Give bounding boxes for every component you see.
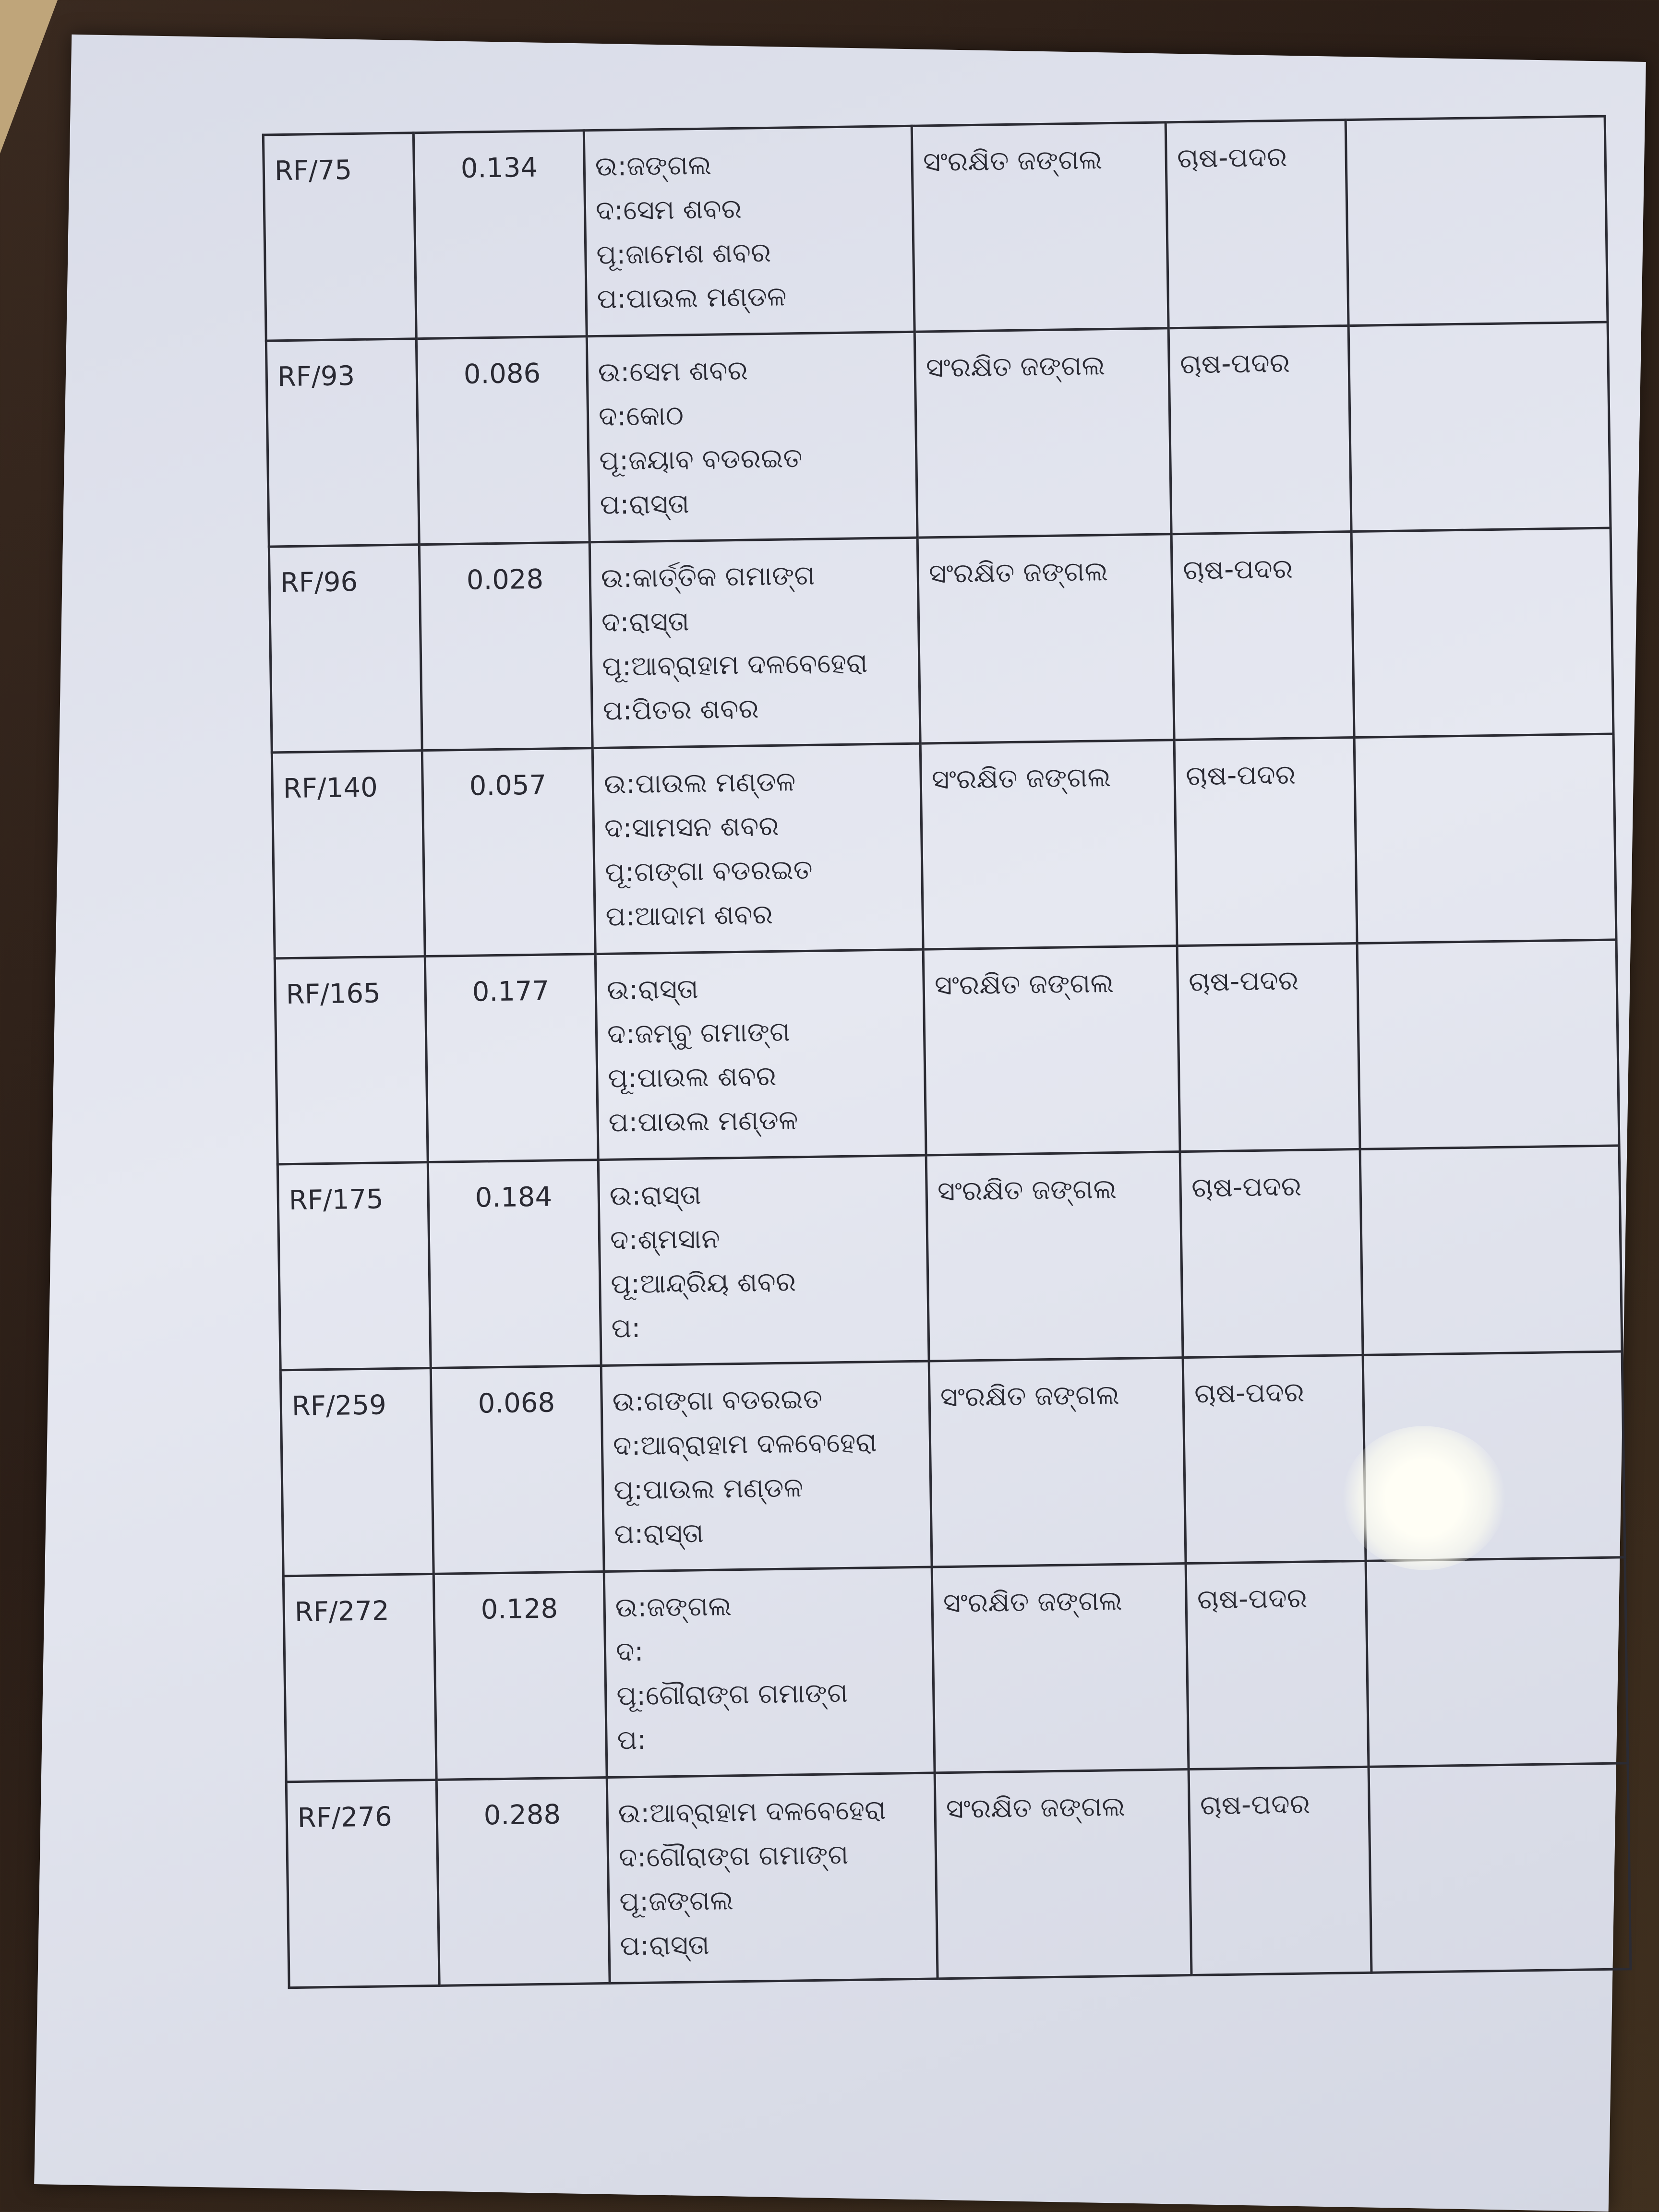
land-classification: ସଂରକ୍ଷିତ ଜଙ୍ଗଲ [940,1379,1120,1413]
plot-area: 0.086 [463,358,541,390]
area-cell [414,131,587,339]
boundary-north: ଉ:ରାସ୍ତା [609,1179,702,1212]
area-cell [420,542,592,751]
area-cell [437,1777,610,1985]
plot-id: RF/93 [277,360,355,393]
boundary-west: ପ: [611,1312,641,1344]
classification-cell [917,534,1174,743]
land-use: ଚାଷ-ପଦର [1179,347,1290,381]
classification-cell [926,1152,1183,1361]
land-use: ଚାଷ-ପଦର [1182,553,1293,586]
plot-id: RF/259 [291,1389,387,1423]
table-row [272,734,1616,958]
land-use: ଚାଷ-ପଦର [1191,1171,1302,1204]
plot-id-cell [286,1780,439,1987]
boundaries-cell [598,1155,929,1365]
plot-id-cell [272,751,425,958]
use-cell [1175,738,1358,946]
land-classification: ସଂରକ୍ଷିତ ଜଙ୍ଗଲ [943,1585,1123,1619]
land-classification: ସଂରକ୍ଷିତ ଜଙ୍ଗଲ [934,968,1114,1002]
use-cell [1189,1767,1371,1975]
table-row [275,940,1619,1164]
plot-id-cell [275,957,428,1164]
paper-sheet [34,35,1646,2212]
table-row [286,1763,1631,1988]
boundary-east: ପୂ:ଜାମେଶ ଶବର [596,237,771,271]
use-cell [1172,532,1355,740]
land-use: ଚାଷ-ପଦର [1177,141,1287,175]
boundary-south: ଦ:ସେମ ଶବର [595,193,742,227]
use-cell [1169,326,1352,534]
boundary-east: ପୂ:ଜଙ୍ଗଲ [619,1885,734,1918]
boundary-north: ଉ:ରାସ୍ତା [606,973,699,1006]
classification-cell [923,946,1180,1155]
use-cell [1183,1355,1366,1563]
plot-area: 0.028 [466,563,544,596]
boundary-north: ଉ:ଆବ୍ରାହାମ ଦଳବେହେରା [618,1794,887,1829]
boundary-west: ପ:ପାଉଲ ମଣ୍ଡଳ [597,281,787,315]
boundary-south: ଦ:ଆବ୍ରାହାମ ଦଳବେହେରା [613,1427,878,1462]
land-classification: ସଂରକ୍ଷିତ ଜଙ୍ଗଲ [937,1173,1117,1208]
remarks-cell [1346,116,1608,325]
plot-id: RF/272 [294,1595,390,1628]
remarks-cell [1366,1557,1628,1767]
land-classification: ସଂରକ୍ଷିତ ଜଙ୍ଗଲ [946,1791,1126,1825]
area-cell [434,1572,607,1780]
land-classification: ସଂରକ୍ଷିତ ଜଙ୍ଗଲ [926,350,1106,384]
land-use: ଚାଷ-ପଦର [1197,1582,1308,1615]
plot-id: RF/75 [274,155,352,187]
use-cell [1178,943,1360,1151]
boundary-south: ଦ:ଶ୍ମସାନ [610,1223,721,1256]
boundary-east: ପୂ:ଜୟାବ ବଡରଇତ [599,442,803,477]
classification-cell [929,1358,1186,1567]
boundary-north: ଉ:ଜଙ୍ଗଲ [615,1590,732,1624]
remarks-cell [1369,1763,1631,1973]
boundary-east: ପୂ:ଗୌରାଙ୍ଗ ଗମାଙ୍ଗ [616,1677,848,1712]
plot-id-cell [269,545,422,753]
plot-id-cell [283,1574,436,1782]
area-cell [422,748,595,957]
remarks-cell [1360,1146,1622,1355]
plot-area: 0.288 [483,1799,561,1831]
boundary-north: ଉ:ଜଙ୍ଗଲ [595,149,712,182]
land-use: ଚାଷ-ପଦର [1194,1376,1305,1410]
boundary-north: ଉ:କାର୍ତ୍ତିକ ଗମାଙ୍ଗ [601,560,815,594]
boundaries-cell [595,949,926,1160]
plot-id: RF/276 [297,1801,393,1834]
table-row [263,116,1608,341]
boundary-south: ଦ:ଗୌରାଙ୍ଗ ଗମାଙ୍ଗ [618,1839,849,1874]
plot-id: RF/140 [283,772,378,805]
plot-area: 0.134 [460,152,538,184]
land-classification: ସଂରକ୍ଷିତ ଜଙ୍ଗଲ [928,556,1108,590]
land-use: ଚାଷ-ପଦର [1200,1788,1310,1821]
classification-cell [912,122,1168,332]
boundaries-cell [589,538,920,748]
boundary-south: ଦ:କୋଠ [598,400,684,432]
use-cell [1180,1149,1363,1357]
boundaries-cell [607,1773,938,1983]
classification-cell [920,740,1177,949]
classification-cell [932,1564,1189,1773]
boundary-east: ପୂ:ପାଉଲ ମଣ୍ଡଳ [613,1472,804,1506]
plot-id-cell [266,339,419,547]
area-cell [428,1160,601,1368]
plot-area: 0.057 [469,769,547,802]
boundary-west: ପ:ପାଉଲ ମଣ୍ଡଳ [608,1104,798,1138]
boundaries-cell [601,1361,932,1571]
area-cell [417,336,589,545]
use-cell [1166,120,1349,328]
plot-id: RF/96 [280,566,358,599]
boundary-west: ପ:ପିତର ଶବର [602,693,759,727]
land-use: ଚାଷ-ପଦର [1188,965,1299,998]
boundaries-cell [587,332,917,542]
boundary-north: ଉ:ପାଉଲ ମଣ୍ଡଳ [603,766,796,800]
remarks-cell [1349,322,1611,531]
land-use: ଚାଷ-ପଦର [1185,759,1296,792]
boundary-east: ପୂ:ଆନ୍ଦ୍ରିୟ ଶବର [610,1266,796,1300]
boundary-east: ପୂ:ପାଉଲ ଶବର [607,1060,777,1094]
boundary-west: ପ:ରାସ୍ତା [620,1929,710,1962]
table-row [283,1557,1628,1782]
boundaries-cell [584,126,914,336]
remarks-cell [1358,940,1619,1149]
plot-area: 0.068 [478,1387,555,1420]
boundary-east: ପୂ:ଗଙ୍ଗା ବଡରଇତ [604,854,813,888]
land-classification: ସଂରକ୍ଷିତ ଜଙ୍ଗଲ [923,144,1103,178]
area-cell [431,1366,604,1574]
paper-corner [0,0,58,154]
remarks-cell [1355,734,1616,943]
plot-id: RF/165 [286,978,381,1011]
boundary-west: ପ:ରାସ୍ତା [614,1518,704,1550]
table-body [263,116,1631,1988]
boundary-west: ପ:ଆଦାମ ଶବର [605,898,773,933]
plot-id-cell [263,133,416,341]
boundary-south: ଦ:ସାମସନ ଶବର [604,810,780,844]
boundaries-cell [592,743,923,954]
table-row [269,528,1613,753]
plot-area: 0.128 [481,1593,558,1626]
classification-cell [935,1770,1191,1979]
boundary-south: ଦ: [615,1636,644,1668]
boundary-east: ପୂ:ଆବ୍ରାହାମ ଦଳବେହେରା [601,647,868,682]
plot-id-cell [277,1162,431,1370]
plot-area: 0.177 [472,975,550,1008]
boundary-north: ଉ:ସେମ ଶବର [598,355,748,388]
table-row [266,322,1611,547]
boundary-north: ଉ:ଗଙ୍ଗା ବଡରଇତ [612,1383,823,1418]
boundary-south: ଦ:ରାସ୍ତା [601,606,690,638]
boundary-south: ଦ:ଜମ୍ବୁ ଗମାଙ୍ଗ [607,1016,791,1050]
use-cell [1186,1561,1369,1769]
boundary-west: ପ:ରାସ୍ତା [600,488,690,521]
area-cell [425,954,598,1162]
remarks-cell [1352,528,1613,737]
boundary-west: ପ: [617,1724,647,1756]
plot-area: 0.184 [475,1181,553,1214]
plot-id-cell [280,1368,433,1576]
land-record-table [262,115,1632,1989]
plot-id: RF/175 [289,1184,384,1217]
table-row [277,1146,1622,1370]
land-classification: ସଂରକ୍ଷିତ ଜଙ୍ଗଲ [931,762,1111,796]
classification-cell [914,328,1171,538]
boundaries-cell [604,1567,935,1777]
